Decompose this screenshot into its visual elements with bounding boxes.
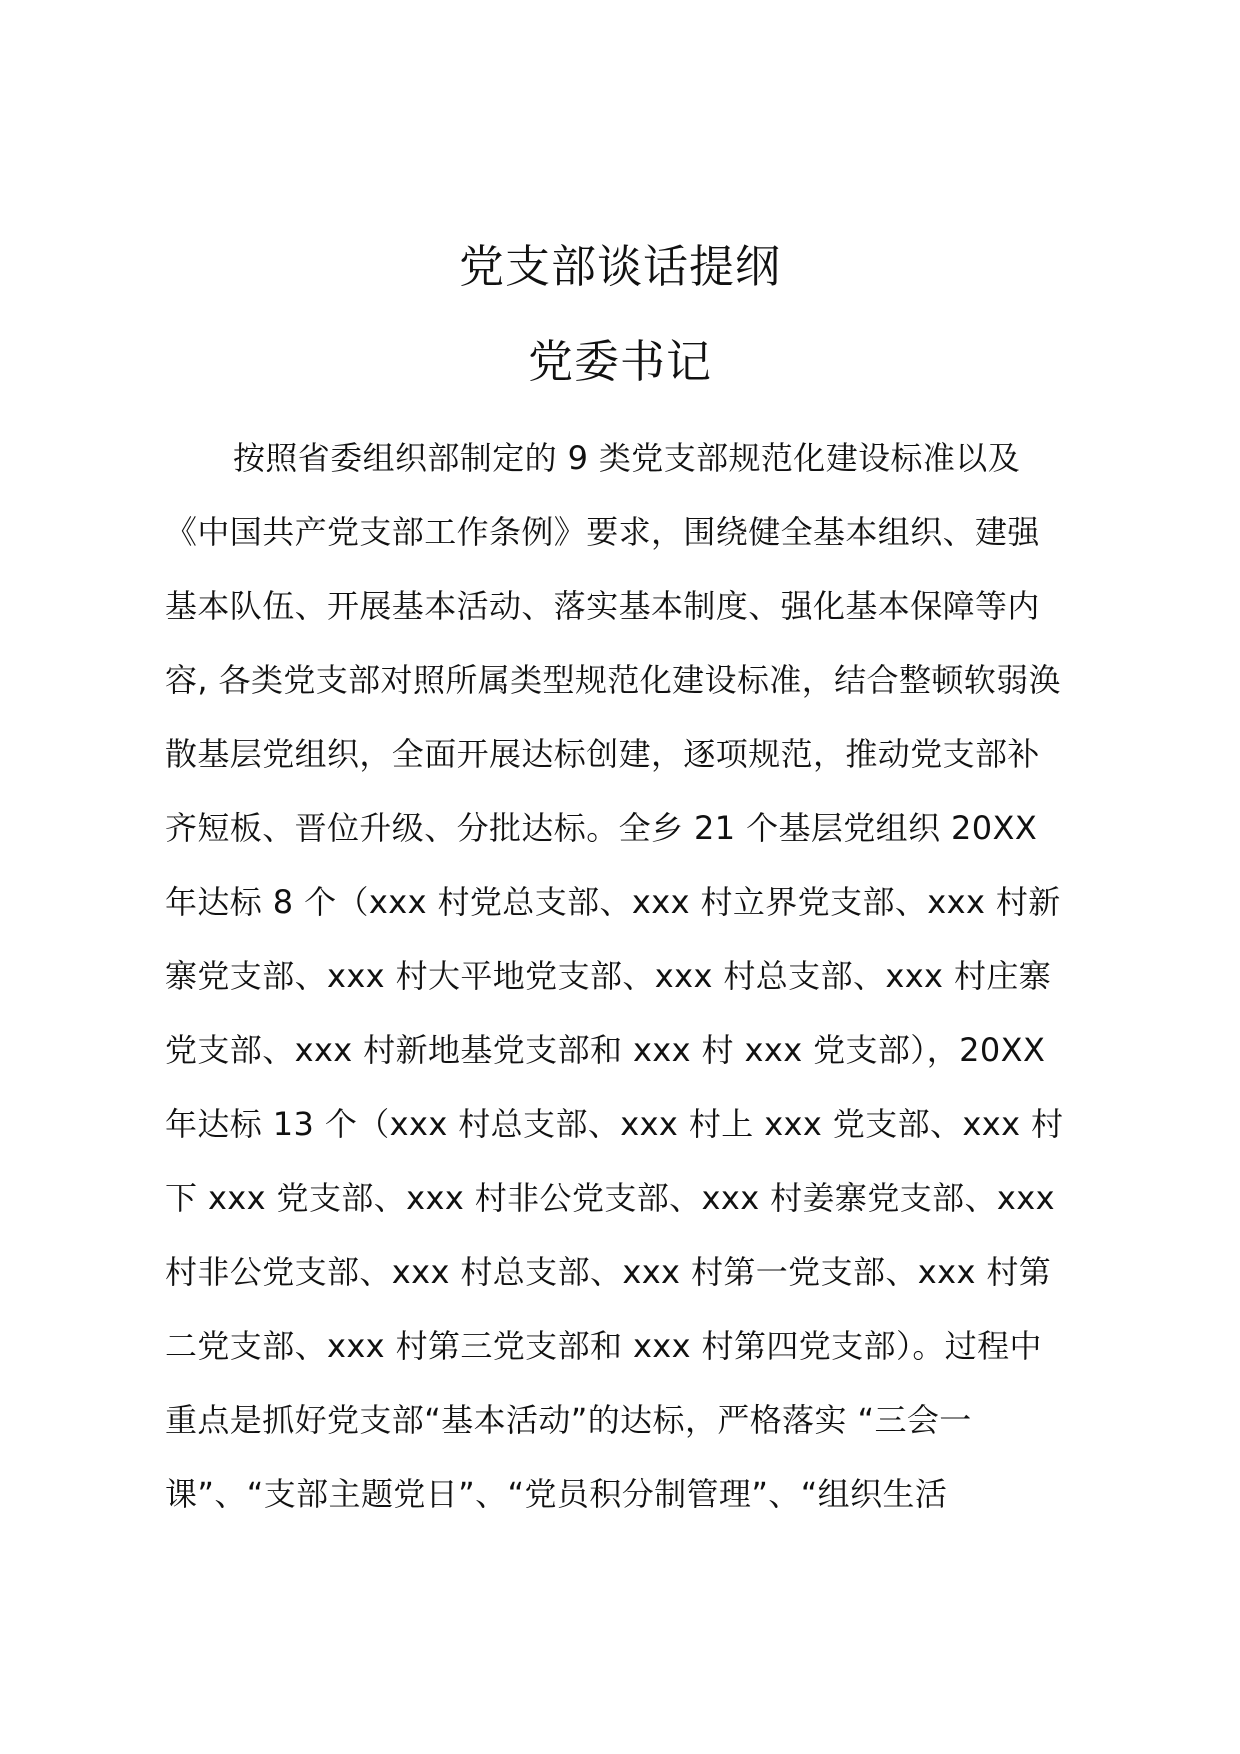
paragraph-line: 重点是抓好党支部“基本活动”的达标，严格落实 “三会一 [165,1401,972,1439]
paragraph-line: 齐短板、晋位升级、分批达标。全乡 21 个基层党组织 20XX [165,809,1038,847]
paragraph-line: 寨党支部、xxx 村大平地党支部、xxx 村总支部、xxx 村庄寨 [165,957,1052,995]
paragraph-line: 容, 各类党支部对照所属类型规范化建设标准，结合整顿软弱涣 [165,661,1061,699]
paragraph-line: 下 xxx 党支部、xxx 村非公党支部、xxx 村姜寨党支部、xxx [165,1179,1055,1217]
paragraph-line: 二党支部、xxx 村第三党支部和 xxx 村第四党支部）。过程中 [165,1327,1042,1365]
paragraph-line: 按照省委组织部制定的 9 类党支部规范化建设标准以及 [233,439,1021,477]
paragraph-line: 基本队伍、开展基本活动、落实基本制度、强化基本保障等内 [165,587,1040,625]
paragraph-line: 年达标 13 个（xxx 村总支部、xxx 村上 xxx 党支部、xxx 村 [165,1105,1064,1143]
paragraph-line: 村非公党支部、xxx 村总支部、xxx 村第一党支部、xxx 村第 [165,1253,1052,1291]
paragraph-line: 年达标 8 个（xxx 村党总支部、xxx 村立界党支部、xxx 村新 [165,883,1061,921]
document-subtitle: 党委书记 [527,335,712,388]
paragraph-line: 《中国共产党支部工作条例》要求，围绕健全基本组织、建强 [165,513,1040,551]
paragraph-line: 散基层党组织，全面开展达标创建，逐项规范，推动党支部补 [165,735,1040,773]
paragraph-line: 课”、“支部主题党日”、“党员积分制管理”、“组织生活 [165,1475,948,1513]
body-paragraph [165,428,1095,1538]
document-title: 党支部谈话提纲 [458,240,781,293]
paragraph-line: 党支部、xxx 村新地基党支部和 xxx 村 xxx 党支部），20XX [165,1031,1046,1069]
